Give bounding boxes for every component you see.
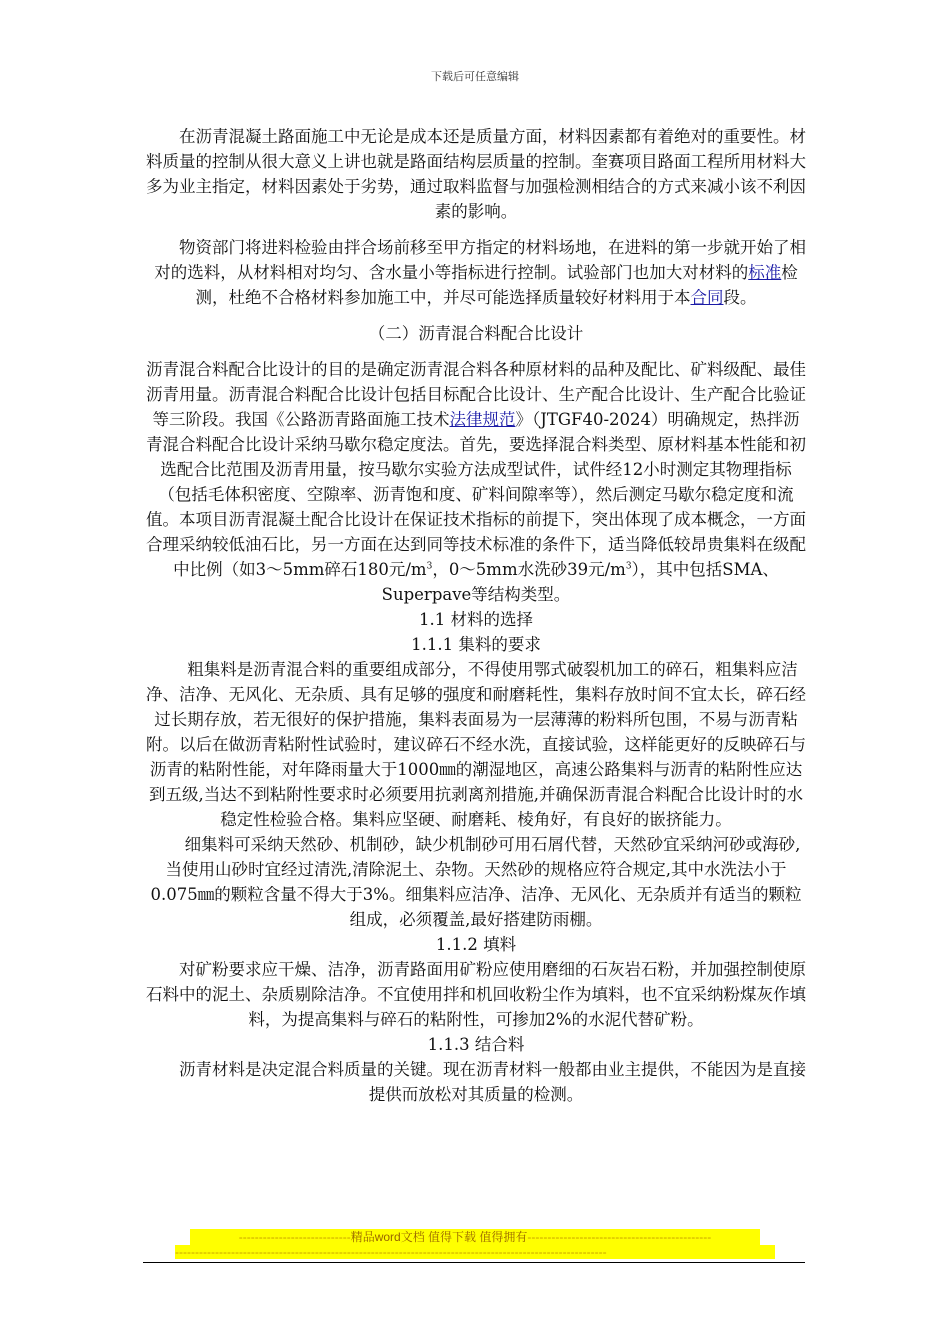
paragraph-text: ，0～5mm水洗砂39元/m [432, 560, 626, 579]
link-legal-spec[interactable]: 法律规范 [449, 410, 516, 429]
paragraph-binder: 沥青材料是决定混合料质量的关键。现在沥青材料一般都由业主提供，不能因为是直接提供而放松对其质量的检测。 [179, 1060, 806, 1104]
section-heading-mix-design: （二）沥青混合料配合比设计 [368, 324, 584, 343]
paragraph-text: 段。 [723, 288, 757, 307]
footer-dash-line: ------------------------------------------------------------------------------------------------------------ [175, 1245, 775, 1259]
paragraph-material-importance: 在沥青混凝土路面施工中无论是成本还是质量方面，材料因素都有着绝对的重要性。材料质量的控制从很大意义上讲也就是路面结构层质量的控制。奎赛项目路面工程所用材料大多为业主指定，材料因素处于劣势，通过取料监督与加强检测相结合的方式来减小该不利因素的影响。 [146, 127, 806, 221]
heading-filler: 1.1.2 填料 [435, 935, 517, 954]
paragraph-text: 物资部门将进料检验由拌合场前移至甲方指定的材料场地，在进料的第一步就开始了相对的选料，从材料相对均匀、含水量小等指标进行控制。试验部门也加大对材料的 [154, 238, 806, 282]
paragraph-text: 沥青混合料配合比设计的目的是确定沥青混合料各种原材料的品种及配比、矿料级配、最佳沥青用量。沥青混合料配合比设计包括目标配合比设计、生产配合比设计、生产配合比验证等三阶段。我国《公路沥青路面施工技术 [146, 360, 806, 429]
superscript: 3 [625, 561, 632, 572]
footer-banner [190, 1229, 760, 1245]
paragraph-text: 》（JTGF40-2024）明确规定，热拌沥青混合料配合比设计采纳马歇尔稳定度法。首先，要选择混合料类型、原材料基本性能和初选配合比范围及沥青用量，按马歇尔实验方法成型试件，试件经12小时测定其物理指标（包括毛体积密度、空隙率、沥青饱和度、矿料间隙率等），然后测定马歇尔稳定度和流值。本项目沥青混凝土配合比设计在保证技术指标的前提下，突出体现了成本概念，一方面合理采纳较低油石比，另一方面在达到同等技术标准的条件下，适当降低较昂贵集料在级配中比例（如3～5mm碎石180元/m [146, 410, 806, 579]
paragraph-fine-aggregate: 细集料可采纳天然砂、机制砂，缺少机制砂可用石屑代替，天然砂宜采纳河砂或海砂,当使用山砂时宜经过清洗,清除泥土、杂物。天然砂的规格应符合规定,其中水洗法小于0.075㎜的颗粒含量不得大于3%。细集料应洁净、洁净、无风化、无杂质并有适当的颗粒组成，必须覆盖,最好搭建防雨棚。 [150, 835, 802, 929]
page-header: 下载后可任意编辑 [431, 70, 519, 83]
paragraph-mix-design [146, 357, 806, 607]
heading-binder: 1.1.3 结合料 [427, 1035, 525, 1054]
footer-dashes: ---------------------------- [238, 1230, 351, 1244]
footer-text: 精品word文档 值得下载 值得拥有 [350, 1230, 528, 1244]
paragraph-coarse-aggregate: 粗集料是沥青混合料的重要组成部分，不得使用鄂式破裂机加工的碎石，粗集料应洁净、洁净、无风化、无杂质、具有足够的强度和耐磨耗性，集料存放时间不宜太长，碎石经过长期存放，若无很好的保护措施，集料表面易为一层薄薄的粉料所包围，不易与沥青粘附。以后在做沥青粘附性试验时，建议碎石不经水洗，直接试验，这样能更好的反映碎石与沥青的粘附性能，对年降雨量大于1000㎜的潮湿地区，高速公路集料与沥青的粘附性应达到五级,当达不到粘附性要求时必须要用抗剥离剂措施,并确保沥青混合料配合比设计时的水稳定性检验合格。集料应坚硬、耐磨耗、棱角好，有良好的嵌挤能力。 [146, 660, 806, 829]
document-body [146, 124, 806, 1107]
paragraph-text: 检测，杜绝不合格材料参加施工中，并尽可能选择质量较好材料用于本 [195, 263, 798, 307]
paragraph-material-inspection [146, 235, 806, 310]
footer-divider [143, 1262, 805, 1263]
heading-material-selection: 1.1 材料的选择 [419, 610, 533, 629]
link-standard[interactable]: 标准 [748, 263, 782, 282]
paragraph-text: ），其中包括SMA、Superpave等结构类型。 [381, 560, 779, 604]
footer-dashes: ---------------------------------------------- [527, 1230, 712, 1244]
heading-aggregate-requirements: 1.1.1 集料的要求 [411, 635, 541, 654]
page-footer [0, 1229, 950, 1259]
superscript: 3 [426, 561, 433, 572]
paragraph-filler: 对矿粉要求应干燥、洁净，沥青路面用矿粉应使用磨细的石灰岩石粉，并加强控制使原石料中的泥土、杂质剔除洁净。不宜使用拌和机回收粉尘作为填料，也不宜采纳粉煤灰作填料，为提高集料与碎石的粘附性，可掺加2%的水泥代替矿粉。 [146, 960, 806, 1029]
link-contract[interactable]: 合同 [690, 288, 724, 307]
